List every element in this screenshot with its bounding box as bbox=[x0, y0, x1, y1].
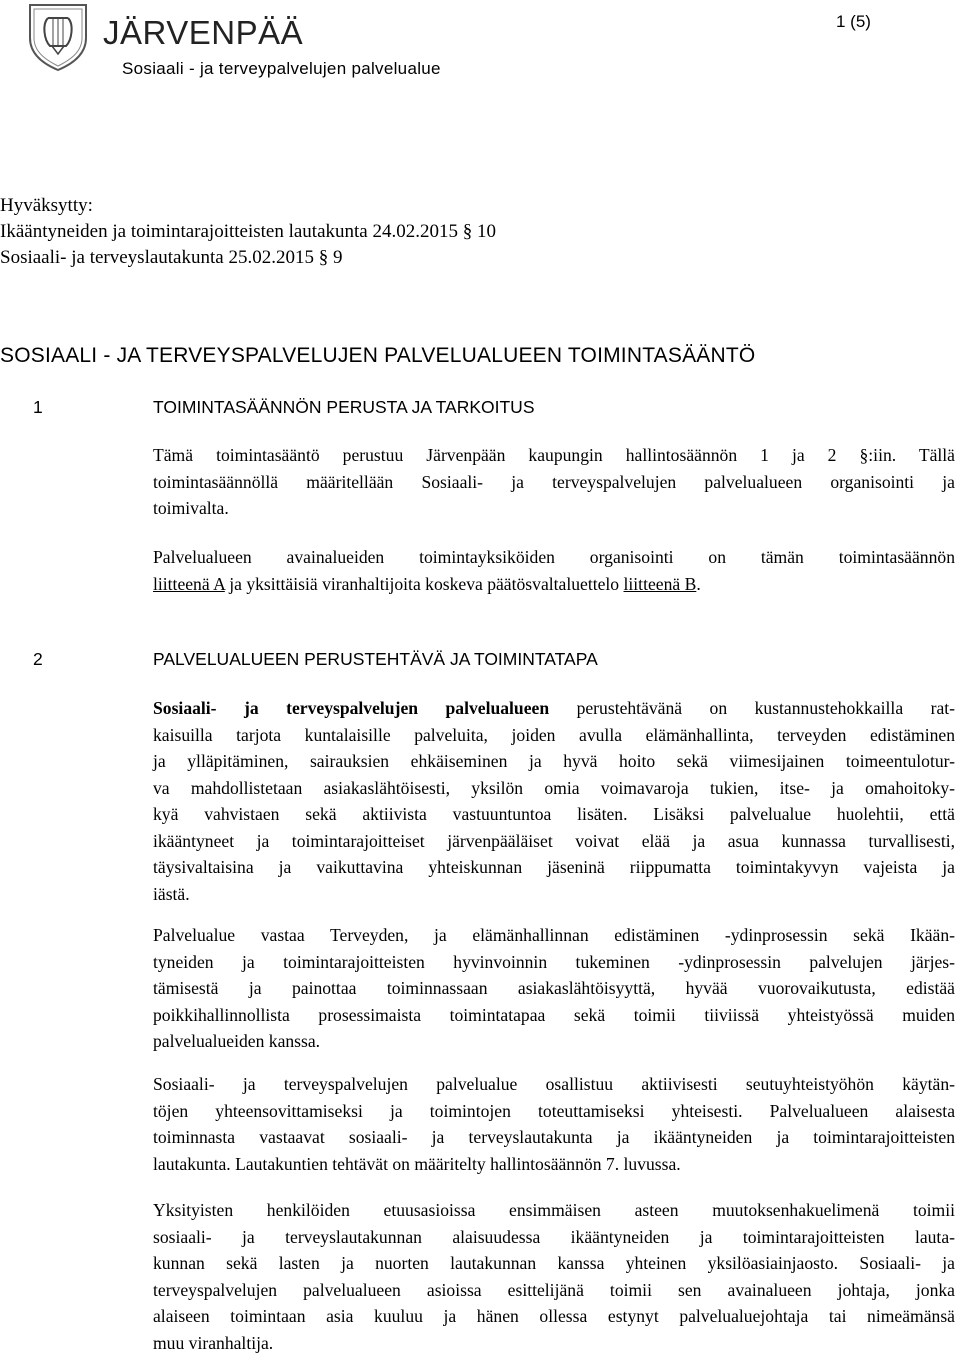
text-line: Palvelualue vastaa Terveyden, ja elämänhallinnan edistäminen -ydinprosessin sekä Ikään- bbox=[153, 922, 955, 949]
text-line: kaisuilla tarjota kuntalaisille palveluita, joiden avulla elämänhallinta, terveyden edistäminen bbox=[153, 722, 955, 749]
text-line: täysivaltaisina ja vaikuttavina yhteiskunnan jäseninä riippumatta toimintakyvyn vajeista ja bbox=[153, 854, 955, 881]
text-line: Tämä toimintasääntö perustuu Järvenpään kaupungin hallintosäännön 1 ja 2 §:iin. Tällä bbox=[153, 442, 955, 469]
text-line: Palvelualueen avainalueiden toimintayksiköiden organisointi on tämän toimintasäännön bbox=[153, 544, 955, 571]
approval-line: Ikääntyneiden ja toimintarajoitteisten lautakunta 24.02.2015 § 10 bbox=[0, 219, 496, 245]
section-number: 2 bbox=[33, 649, 43, 670]
paragraph bbox=[153, 1071, 955, 1177]
lyre-coat-of-arms-icon bbox=[26, 2, 90, 72]
text-line: kyä vahvistaen sekä aktiivista vastuuntuntoa lisäten. Lisäksi palvelualue huolehtii, että bbox=[153, 801, 955, 828]
approval-label: Hyväksytty: bbox=[0, 193, 496, 219]
text-line: va mahdollistetaan asiakaslähtöisesti, yksilön omia voimavaroja tukien, itse- ja omahoitoky- bbox=[153, 775, 955, 802]
paragraph bbox=[153, 442, 955, 522]
text-line: toimintasäännöllä määritellään Sosiaali- ja terveyspalvelujen palvelualueen organisointi ja bbox=[153, 469, 955, 496]
text-line: sosiaali- ja terveyslautakunnan alaisuudessa ikääntyneiden ja toimintarajoitteisten lauta- bbox=[153, 1224, 955, 1251]
attachment-a-link[interactable]: liitteenä A bbox=[153, 574, 225, 594]
unit-name: Sosiaali - ja terveypalvelujen palvelualue bbox=[122, 59, 441, 79]
text-line: poikkihallinnollista prosessimaista toimintatapaa sekä toimii tiiviissä yhteistyössä muiden bbox=[153, 1002, 955, 1029]
document-title: SOSIAALI - JA TERVEYSPALVELUJEN PALVELUALUEEN TOIMINTASÄÄNTÖ bbox=[0, 344, 755, 368]
text-line bbox=[153, 571, 955, 598]
text-line: tyneiden ja toimintarajoitteisten hyvinvoinnin tukeminen -ydinprosessin palvelujen järjes- bbox=[153, 949, 955, 976]
bold-term: Sosiaali- ja terveyspalvelujen palvelualueen bbox=[153, 698, 549, 718]
paragraph bbox=[153, 544, 955, 597]
attachment-b-link[interactable]: liitteenä B bbox=[624, 574, 697, 594]
text-line: töjen yhteensovittamiseksi ja toimintojen toteuttamiseksi yhteisesti. Palvelualueen alaisesta bbox=[153, 1098, 955, 1125]
text-line: Yksityisten henkilöiden etuusasioissa ensimmäisen asteen muutoksenhakuelimenä toimii bbox=[153, 1197, 955, 1224]
paragraph bbox=[153, 922, 955, 1055]
brand-wordmark: JÄRVENPÄÄ bbox=[103, 14, 303, 52]
text-line bbox=[153, 695, 955, 722]
section-heading: PALVELUALUEEN PERUSTEHTÄVÄ JA TOIMINTATAPA bbox=[153, 649, 598, 670]
text-line: terveyspalvelujen palvelualueen asioissa esittelijänä toimii sen avainalueen johtaja, jonka bbox=[153, 1277, 955, 1304]
text-line: ikääntyneet ja toimintarajoitteiset järvenpääläiset voivat elää ja asua kunnassa turvallisesti, bbox=[153, 828, 955, 855]
text-line: Sosiaali- ja terveyspalvelujen palvelualue osallistuu aktiivisesti seutuyhteistyöhön käytän- bbox=[153, 1071, 955, 1098]
text-fragment: perustehtävänä on kustannustehokkailla rat- bbox=[549, 698, 955, 718]
section-heading: TOIMINTASÄÄNNÖN PERUSTA JA TARKOITUS bbox=[153, 397, 535, 418]
paragraph bbox=[153, 695, 955, 907]
text-line: kunnan sekä lasten ja nuorten lautakunnan kanssa yhteinen yksilöasiainjaosto. Sosiaali- ja bbox=[153, 1250, 955, 1277]
approval-line: Sosiaali- ja terveyslautakunta 25.02.2015 § 9 bbox=[0, 245, 496, 271]
text-line: palvelualueiden kanssa. bbox=[153, 1028, 955, 1055]
text-fragment: ja yksittäisiä viranhaltijoita koskeva päätösvaltaluettelo bbox=[225, 574, 624, 594]
text-line: lautakunta. Lautakuntien tehtävät on määritelty hallintosäännön 7. luvussa. bbox=[153, 1151, 955, 1178]
approval-block bbox=[0, 193, 496, 271]
text-line: toiminnasta vastaavat sosiaali- ja terveyslautakunta ja ikääntyneiden ja toimintarajoitteisten bbox=[153, 1124, 955, 1151]
text-line: toimivalta. bbox=[153, 495, 955, 522]
section-number: 1 bbox=[33, 397, 43, 418]
text-line: alaiseen toimintaan asia kuuluu ja hänen ollessa estynyt palvelualuejohtaja tai nimeämänsä bbox=[153, 1303, 955, 1330]
text-line: ja ylläpitäminen, sairauksien ehkäiseminen ja hyvä hoito sekä viimesijainen toimeentulotur- bbox=[153, 748, 955, 775]
page-number: 1 (5) bbox=[836, 12, 871, 32]
paragraph bbox=[153, 1197, 955, 1356]
text-line: tämisestä ja painottaa toiminnassaan asiakaslähtöisyyttä, hyvää vuorovaikutusta, edistää bbox=[153, 975, 955, 1002]
text-line: muu viranhaltija. bbox=[153, 1330, 955, 1356]
text-fragment: . bbox=[696, 574, 700, 594]
text-line: iästä. bbox=[153, 881, 955, 908]
